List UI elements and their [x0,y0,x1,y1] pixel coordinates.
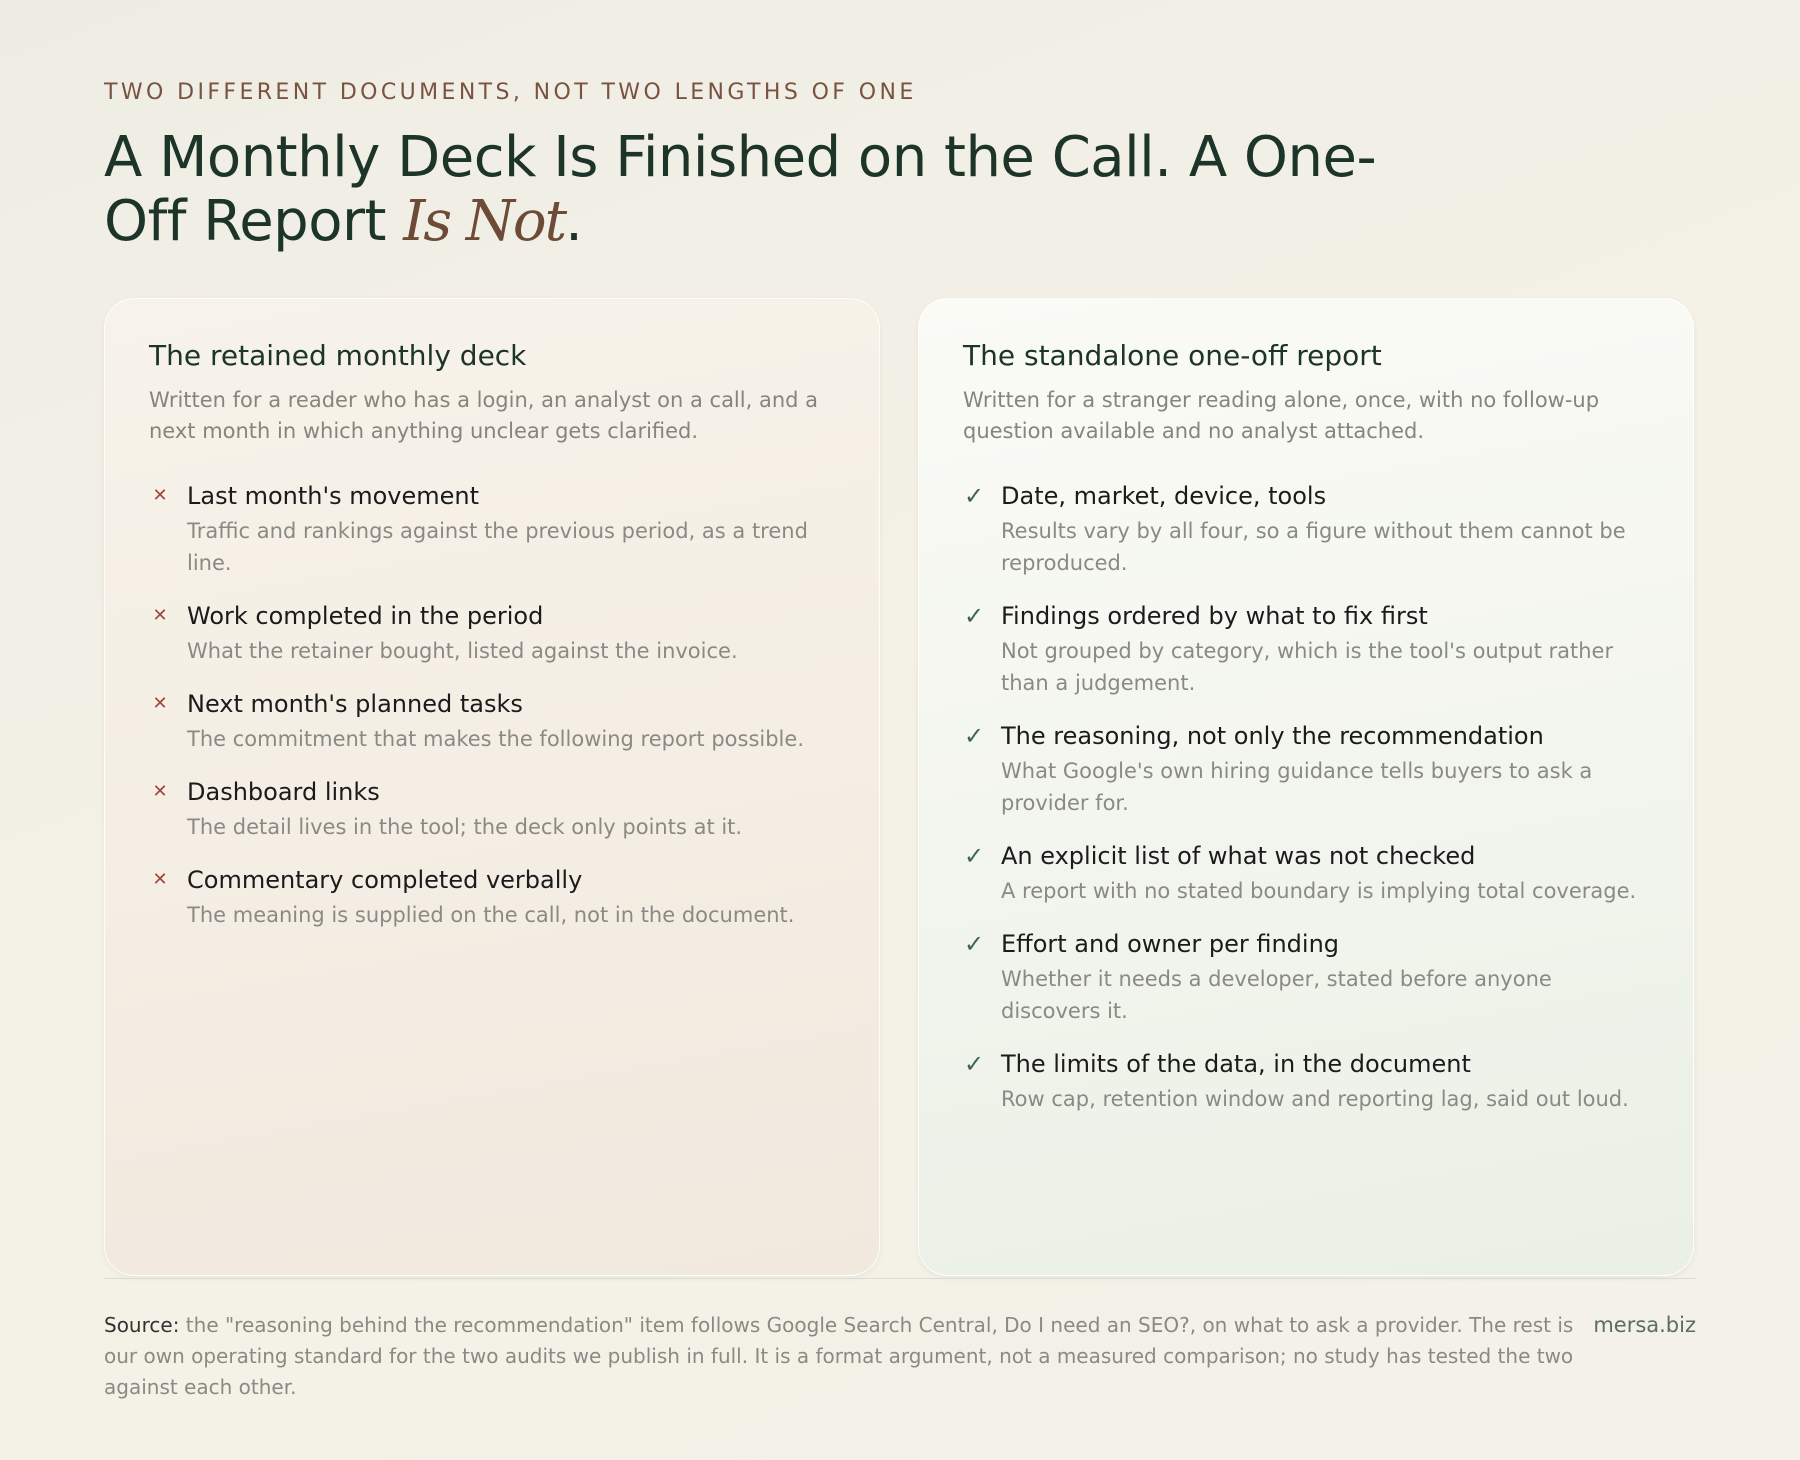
item-description: A report with no stated boundary is implying total coverage. [1001,879,1637,903]
card-intro: Written for a reader who has a login, an analyst on a call, and a next month in which anything unclear gets clarified. [149,388,819,443]
check-icon: ✓ [963,602,985,630]
item-description: Not grouped by category, which is the tool's output rather than a judgement. [1001,639,1614,695]
list-item [963,601,1651,699]
check-icon: ✓ [963,930,985,958]
list-item [963,481,1651,579]
report-items-list [963,481,1651,1115]
list-item [149,777,837,843]
deck-items-list [149,481,837,931]
list-item [963,721,1651,819]
item-description: What the retainer bought, listed against the invoice. [187,639,738,663]
card-heading: The retained monthly deck [149,339,527,372]
item-title: Findings ordered by what to fix first [1001,602,1428,630]
item-description: The detail lives in the tool; the deck only points at it. [187,815,743,839]
card-intro: Written for a stranger reading alone, once, with no follow-up question available and no analyst attached. [963,388,1600,443]
item-title: An explicit list of what was not checked [1001,842,1476,870]
item-title: Work completed in the period [187,602,544,630]
item-title: Commentary completed verbally [187,866,583,894]
source-text: the "reasoning behind the recommendation" item follows Google Search Central, Do I need an SEO?, on what to ask a provider. The rest is our own operating standard for the two audits we publish in full. It is a format argument, not a measured comparison; no study has tested the two against each other. [104,1313,1574,1399]
one-off-report-card [918,298,1694,1276]
brand-mark: mersa.biz [1593,1313,1696,1337]
item-description: Traffic and rankings against the previous period, as a trend line. [187,519,808,575]
item-title: Dashboard links [187,778,380,806]
list-item [963,929,1651,1027]
title-end: . [565,189,583,254]
title-accent: Is Not [403,189,566,254]
footer-divider [104,1278,1696,1279]
check-icon: ✓ [963,482,985,510]
check-icon: ✓ [963,842,985,870]
cross-icon: ✕ [152,693,168,714]
list-item [963,1049,1651,1115]
cross-icon: ✕ [152,781,168,802]
item-description: The commitment that makes the following report possible. [187,727,804,751]
cross-icon: ✕ [152,605,168,626]
source-note [104,1310,1574,1403]
list-item [149,481,837,579]
list-item [149,689,837,755]
cross-icon: ✕ [152,869,168,890]
list-item [963,841,1651,907]
monthly-deck-card [104,298,880,1276]
item-title: Effort and owner per finding [1001,930,1340,958]
item-description: Whether it needs a developer, stated before anyone discovers it. [1001,967,1552,1023]
source-label: Source: [104,1313,180,1337]
item-description: What Google's own hiring guidance tells buyers to ask a provider for. [1001,759,1593,815]
item-description: Row cap, retention window and reporting lag, said out loud. [1001,1087,1629,1111]
title-main: A Monthly Deck Is Finished on the Call. A One-Off Report [104,125,1377,254]
item-title: Last month's movement [187,482,480,510]
item-title: Next month's planned tasks [187,690,523,718]
list-item [149,865,837,931]
page-title [104,126,1384,254]
check-icon: ✓ [963,1050,985,1078]
list-item [149,601,837,667]
cross-icon: ✕ [152,485,168,506]
item-title: Date, market, device, tools [1001,482,1327,510]
card-heading: The standalone one-off report [963,339,1382,372]
eyebrow-label: TWO DIFFERENT DOCUMENTS, NOT TWO LENGTHS OF ONE [104,80,917,105]
item-description: The meaning is supplied on the call, not in the document. [187,903,795,927]
check-icon: ✓ [963,722,985,750]
item-title: The limits of the data, in the document [1001,1050,1471,1078]
item-description: Results vary by all four, so a figure without them cannot be reproduced. [1001,519,1626,575]
item-title: The reasoning, not only the recommendation [1001,722,1544,750]
